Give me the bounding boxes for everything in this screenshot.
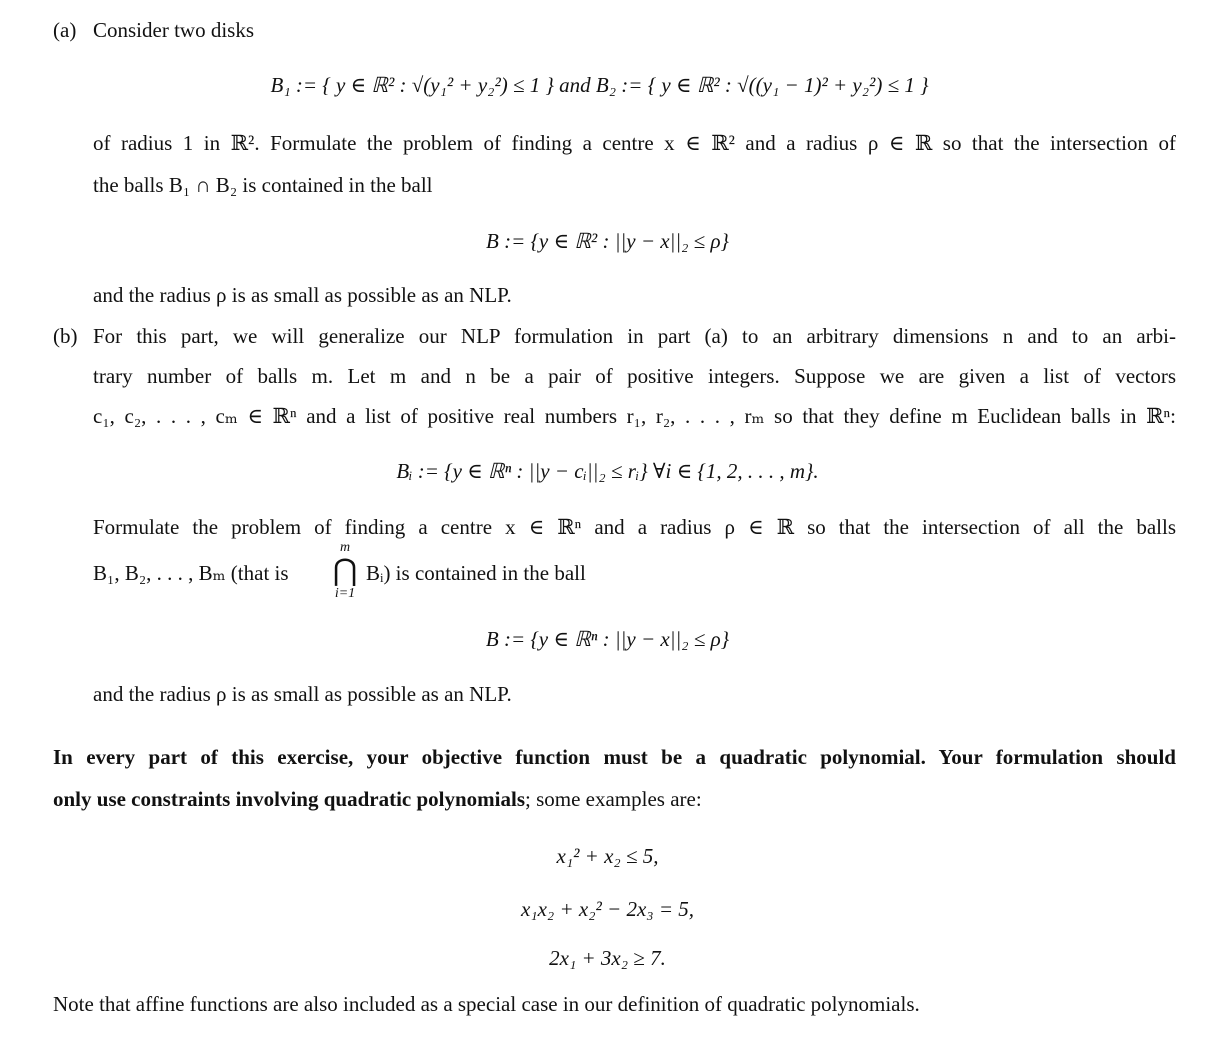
part-b-text-4: Formulate the problem of finding a centre x ∈ ℝⁿ and a radius ρ ∈ ℝ so that the intersection of all the balls bbox=[93, 515, 1176, 539]
equation-disks: B₁ := { y ∈ ℝ² : √(y₁² + y₂²) ≤ 1 } and B₂ := { y ∈ ℝ² : √((y₁ − 1)² + y₂²) ≤ 1 } bbox=[270, 73, 929, 97]
intersection-operator bbox=[320, 540, 370, 602]
equation-balls: Bᵢ := {y ∈ ℝⁿ : ||y − cᵢ||₂ ≤ rᵢ} ∀i ∈ {1, 2, . . . , m}. bbox=[396, 459, 819, 483]
part-a-label: (a) bbox=[53, 18, 77, 42]
part-a-text-2: the balls B₁ ∩ B₂ is contained in the ball bbox=[93, 173, 433, 197]
part-a-text-3: and the radius ρ is as small as possible as an NLP. bbox=[93, 283, 512, 307]
example-3: 2x₁ + 3x₂ ≥ 7. bbox=[549, 946, 666, 970]
note-bold-2: only use constraints involving quadratic polynomials bbox=[53, 787, 525, 811]
part-a-text-1: of radius 1 in ℝ². Formulate the problem of finding a centre x ∈ ℝ² and a radius ρ ∈ ℝ so that the intersection of bbox=[93, 131, 1176, 155]
note-bold-1: In every part of this exercise, your objective function must be a quadratic polynomial. Your formulation should bbox=[53, 745, 1176, 769]
part-b-text-5b: Bᵢ) is contained in the ball bbox=[366, 561, 586, 585]
example-1: x₁² + x₂ ≤ 5, bbox=[556, 844, 659, 868]
note-rest-2: ; some examples are: bbox=[525, 787, 702, 811]
part-a-intro: Consider two disks bbox=[93, 18, 255, 42]
part-b-text-1: For this part, we will generalize our NLP formulation in part (a) to an arbitrary dimensions n and to an arbi- bbox=[93, 324, 1176, 348]
equation-ball-b: B := {y ∈ ℝⁿ : ||y − x||₂ ≤ ρ} bbox=[485, 627, 730, 651]
part-b-label: (b) bbox=[53, 324, 78, 348]
part-b-text-3: c₁, c₂, . . . , cₘ ∈ ℝⁿ and a list of positive real numbers r₁, r₂, . . . , rₘ so that they define m Euclidean balls in ℝⁿ: bbox=[93, 404, 1176, 428]
note-final: Note that affine functions are also included as a special case in our definition of quadratic polynomials. bbox=[53, 992, 920, 1016]
part-b-text-5a: B₁, B₂, . . . , Bₘ (that is bbox=[93, 561, 289, 585]
equation-ball-a: B := {y ∈ ℝ² : ||y − x||₂ ≤ ρ} bbox=[486, 229, 729, 253]
intersection-symbol: ⋂ bbox=[332, 554, 358, 587]
example-2: x₁x₂ + x₂² − 2x₃ = 5, bbox=[520, 897, 695, 921]
part-b-text-2: trary number of balls m. Let m and n be a pair of positive integers. Suppose we are given a list of vectors bbox=[93, 364, 1176, 388]
intersection-upper: m bbox=[339, 540, 351, 555]
intersection-lower: i=1 bbox=[334, 586, 356, 601]
part-b-text-6: and the radius ρ is as small as possible as an NLP. bbox=[93, 682, 512, 706]
